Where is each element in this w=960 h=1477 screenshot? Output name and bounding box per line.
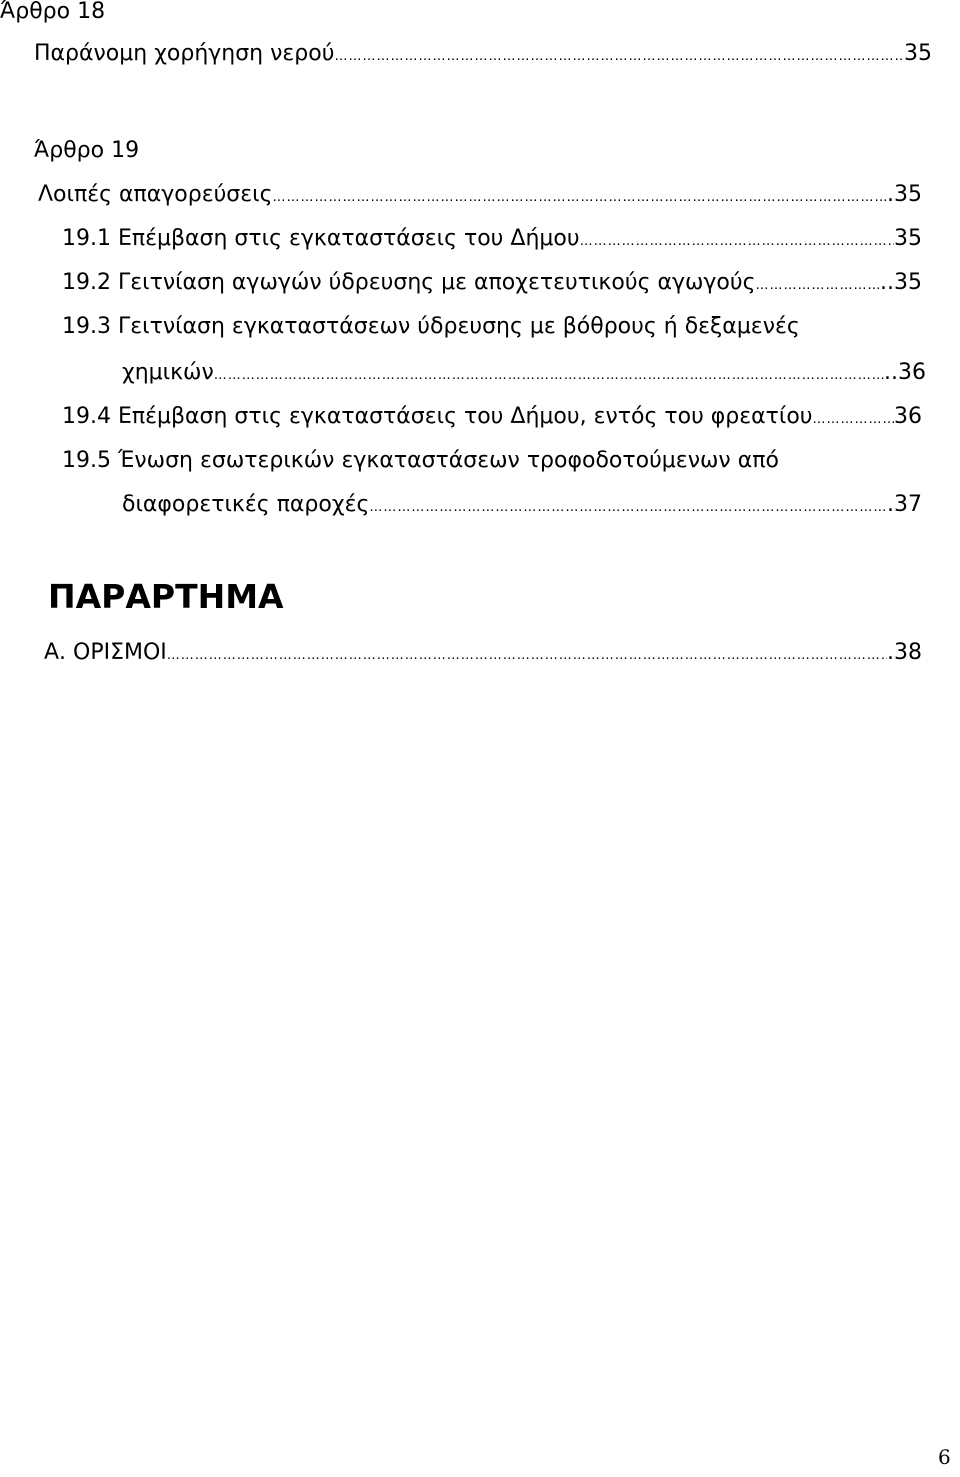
dot-leader	[580, 229, 894, 255]
toc-entry-page: 35	[894, 226, 922, 251]
toc-entry-page: ..35	[880, 270, 922, 295]
toc-entry-article-18[interactable]	[34, 41, 932, 70]
toc-entry-19-4[interactable]	[62, 404, 922, 433]
toc-entry-text: Λοιπές απαγορεύσεις	[38, 182, 273, 207]
toc-entry-19-2[interactable]	[62, 270, 922, 299]
toc-entry-page: 35	[904, 41, 932, 66]
dot-leader	[756, 273, 880, 299]
toc-entry-page: .38	[887, 640, 922, 665]
toc-entry-page: .35	[887, 182, 922, 207]
toc-entry-19[interactable]	[38, 182, 922, 211]
article-19-heading: Άρθρο 19	[34, 138, 140, 163]
dot-leader	[813, 407, 894, 433]
dot-leader	[167, 643, 887, 669]
dot-leader	[214, 363, 884, 389]
toc-entry-19-5-line1[interactable]: 19.5 Ένωση εσωτερικών εγκαταστάσεων τροφοδοτούμενων από	[62, 448, 779, 473]
appendix-heading: ΠΑΡΑΡΤΗΜΑ	[48, 577, 284, 616]
toc-entry-text: διαφορετικές παροχές	[122, 492, 370, 517]
toc-entry-19-1[interactable]	[62, 226, 922, 255]
toc-entry-text: 19.4 Επέμβαση στις εγκαταστάσεις του Δήμου, εντός του φρεατίου	[62, 404, 813, 429]
toc-entry-page: ..36	[884, 360, 926, 385]
dot-leader	[334, 44, 904, 70]
toc-entry-page: .37	[887, 492, 922, 517]
toc-entry-19-3-line1[interactable]: 19.3 Γειτνίαση εγκαταστάσεων ύδρευσης με βόθρους ή δεξαμενές	[62, 314, 800, 339]
dot-leader	[369, 495, 887, 521]
toc-entry-text: 19.1 Επέμβαση στις εγκαταστάσεις του Δήμου	[62, 226, 580, 251]
toc-entry-19-5[interactable]	[122, 492, 922, 521]
toc-entry-text: Α. ΟΡΙΣΜΟΙ	[44, 640, 167, 665]
toc-entry-19-3[interactable]	[122, 360, 926, 389]
page-number: 6	[938, 1445, 951, 1469]
dot-leader	[273, 185, 887, 211]
article-18-heading: Άρθρο 18	[0, 0, 106, 24]
toc-entry-text: 19.2 Γειτνίαση αγωγών ύδρευσης με αποχετευτικούς αγωγούς	[62, 270, 756, 295]
toc-entry-page: 36	[894, 404, 922, 429]
toc-entry-definitions[interactable]	[44, 640, 922, 669]
toc-entry-text: χημικών	[122, 360, 214, 385]
toc-entry-text: Παράνομη χορήγηση νερού	[34, 41, 335, 66]
